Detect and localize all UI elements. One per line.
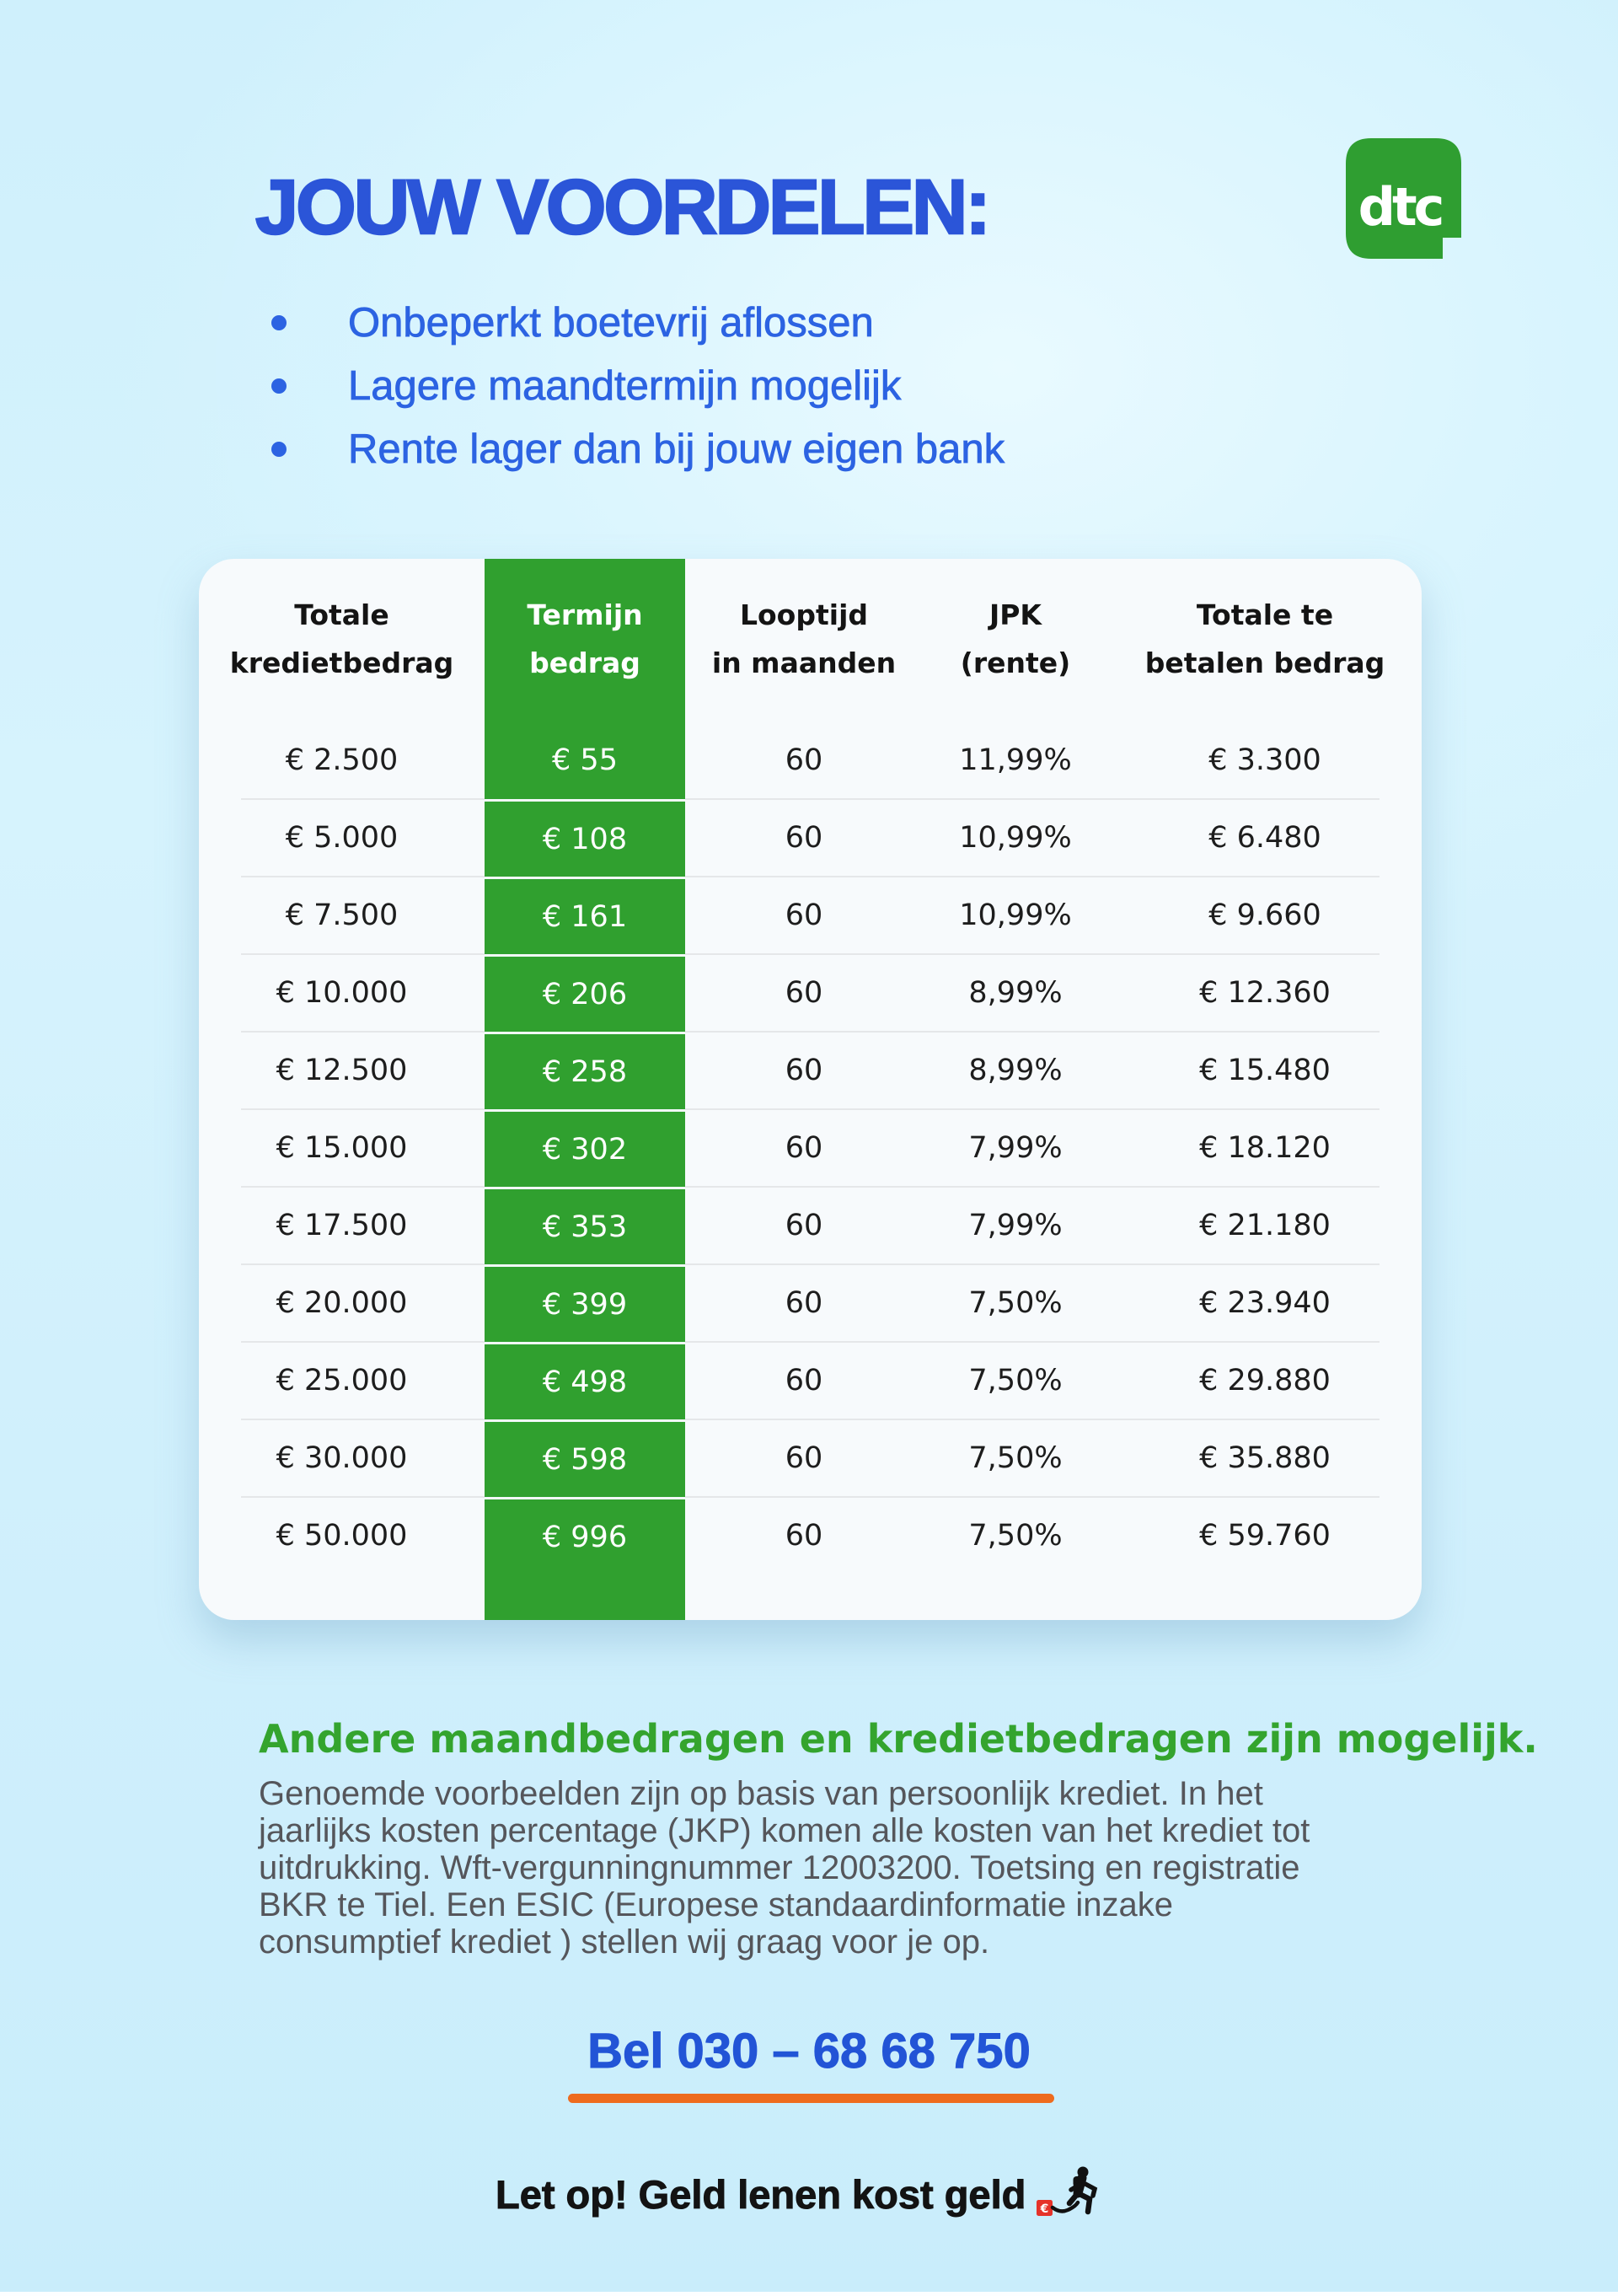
column-header-line: (rente): [960, 646, 1071, 679]
table-cell: € 7.500: [285, 899, 399, 932]
benefit-item: [268, 417, 1005, 480]
table-cell: 7,50%: [968, 1519, 1063, 1553]
table-cell: 8,99%: [968, 976, 1063, 1010]
table-cell: 60: [785, 899, 823, 932]
table-header-row: [199, 559, 1422, 722]
table-cell: € 25.000: [276, 1364, 408, 1397]
table-cell: 11,99%: [959, 743, 1072, 777]
bullet-dot-icon: [271, 442, 287, 457]
column-header-line: Termijn: [527, 598, 643, 631]
table-cell: € 353: [485, 1187, 685, 1264]
rates-card: [199, 559, 1422, 1620]
table-cell: € 2.500: [285, 743, 399, 777]
table-cell: 7,50%: [968, 1286, 1063, 1320]
table-body: [199, 722, 1422, 1574]
money-drag-runner-icon: [1036, 2165, 1105, 2218]
table-row: [199, 799, 1422, 877]
column-header-line: kredietbedrag: [229, 646, 454, 679]
table-row: [199, 1342, 1422, 1419]
column-header: [685, 559, 923, 722]
column-header: [199, 559, 485, 722]
table-cell: € 10.000: [276, 976, 408, 1010]
credit-warning: [496, 2165, 1105, 2218]
table-cell: 7,99%: [968, 1131, 1063, 1165]
table-row: [199, 722, 1422, 799]
table-row: [199, 1109, 1422, 1187]
table-cell: € 399: [485, 1264, 685, 1342]
table-cell: € 15.000: [276, 1131, 408, 1165]
benefits-list: [268, 291, 1005, 480]
column-header: [923, 559, 1108, 722]
table-cell: € 50.000: [276, 1519, 408, 1553]
column-header-line: Totale te: [1196, 598, 1334, 631]
table-cell: € 55: [485, 722, 685, 799]
table-row: [199, 1187, 1422, 1264]
column-header-line: bedrag: [529, 646, 640, 679]
table-cell: € 15.480: [1199, 1054, 1331, 1087]
table-row: [199, 1032, 1422, 1109]
column-header-line: in maanden: [711, 646, 897, 679]
table-cell: 7,99%: [968, 1209, 1063, 1242]
table-cell: 7,50%: [968, 1441, 1063, 1475]
table-cell: € 206: [485, 954, 685, 1032]
table-cell: € 6.480: [1208, 821, 1321, 855]
table-cell: 60: [785, 1441, 823, 1475]
table-cell: € 161: [485, 877, 685, 954]
table-cell: € 9.660: [1208, 899, 1321, 932]
table-row: [199, 1497, 1422, 1574]
table-cell: 8,99%: [968, 1054, 1063, 1087]
column-header-line: betalen bedrag: [1144, 646, 1385, 679]
table-row: [199, 1419, 1422, 1497]
table-cell: € 498: [485, 1342, 685, 1419]
highlight-note: Andere maandbedragen en kredietbedragen zijn mogelijk.: [259, 1716, 1538, 1762]
table-row: [199, 1264, 1422, 1342]
benefit-item: [268, 354, 1005, 417]
table-cell: 60: [785, 1209, 823, 1242]
table-cell: € 598: [485, 1419, 685, 1497]
drag-rope: [1053, 2202, 1078, 2211]
phone-number[interactable]: Bel 030 – 68 68 750: [587, 2024, 1031, 2079]
table-cell: € 21.180: [1199, 1209, 1331, 1242]
dtc-logo-text: dtc: [1358, 176, 1442, 238]
table-cell: 60: [785, 1054, 823, 1087]
disclaimer: [259, 1775, 1310, 1961]
disclaimer-line: Genoemde voorbeelden zijn op basis van persoonlijk krediet. In het: [259, 1775, 1263, 1812]
page-title: JOUW VOORDELEN:: [255, 164, 988, 250]
column-header: [1108, 559, 1422, 722]
disclaimer-line: uitdrukking. Wft-vergunningnummer 12003200. Toetsing en registratie: [259, 1849, 1300, 1886]
table-cell: € 258: [485, 1032, 685, 1109]
table-cell: € 17.500: [276, 1209, 408, 1242]
benefit-item: [268, 291, 1005, 354]
table-cell: 60: [785, 976, 823, 1010]
credit-warning-text: Let op! Geld lenen kost geld: [496, 2172, 1026, 2217]
disclaimer-line: BKR te Tiel. Een ESIC (Europese standaardinformatie inzake: [259, 1886, 1173, 1923]
table-cell: € 18.120: [1199, 1131, 1331, 1165]
table-cell: 7,50%: [968, 1364, 1063, 1397]
table-cell: € 5.000: [285, 821, 399, 855]
phone-underline: [568, 2094, 1054, 2103]
table-cell: 10,99%: [959, 899, 1072, 932]
benefit-text: Onbeperkt boetevrij aflossen: [348, 299, 874, 346]
page-bottom-margin: [0, 2292, 1618, 2296]
column-header-line: Totale: [294, 598, 389, 631]
table-cell: € 35.880: [1199, 1441, 1331, 1475]
table-cell: € 59.760: [1199, 1519, 1331, 1553]
table-cell: 60: [785, 821, 823, 855]
bullet-dot-icon: [271, 315, 287, 330]
table-cell: 60: [785, 1364, 823, 1397]
table-cell: € 20.000: [276, 1286, 408, 1320]
table-cell: 60: [785, 1286, 823, 1320]
table-cell: 60: [785, 1131, 823, 1165]
table-cell: € 302: [485, 1109, 685, 1187]
dtc-logo: [1346, 138, 1461, 259]
disclaimer-line: consumptief krediet ) stellen wij graag voor je op.: [259, 1923, 990, 1961]
table-footer-filler: [199, 1574, 1422, 1620]
euro-symbol: €: [1040, 2202, 1049, 2216]
column-header-line: Looptijd: [739, 598, 868, 631]
column-header: [485, 559, 685, 722]
benefit-text: Lagere maandtermijn mogelijk: [348, 362, 902, 409]
table-cell: € 996: [485, 1497, 685, 1574]
disclaimer-line: jaarlijks kosten percentage (JKP) komen alle kosten van het krediet tot: [259, 1812, 1310, 1849]
table-cell: € 12.360: [1199, 976, 1331, 1010]
table-cell: 10,99%: [959, 821, 1072, 855]
table-cell: € 30.000: [276, 1441, 408, 1475]
table-row: [199, 877, 1422, 954]
table-row: [199, 954, 1422, 1032]
table-cell: € 23.940: [1199, 1286, 1331, 1320]
green-column-foot: [485, 1574, 685, 1620]
benefit-text: Rente lager dan bij jouw eigen bank: [348, 426, 1005, 472]
column-header-line: JPK: [988, 598, 1042, 631]
table-cell: € 12.500: [276, 1054, 408, 1087]
table-cell: € 108: [485, 799, 685, 877]
bullet-dot-icon: [271, 378, 287, 394]
table-cell: € 29.880: [1199, 1364, 1331, 1397]
table-cell: 60: [785, 1519, 823, 1553]
table-cell: € 3.300: [1208, 743, 1321, 777]
table-cell: 60: [785, 743, 823, 777]
